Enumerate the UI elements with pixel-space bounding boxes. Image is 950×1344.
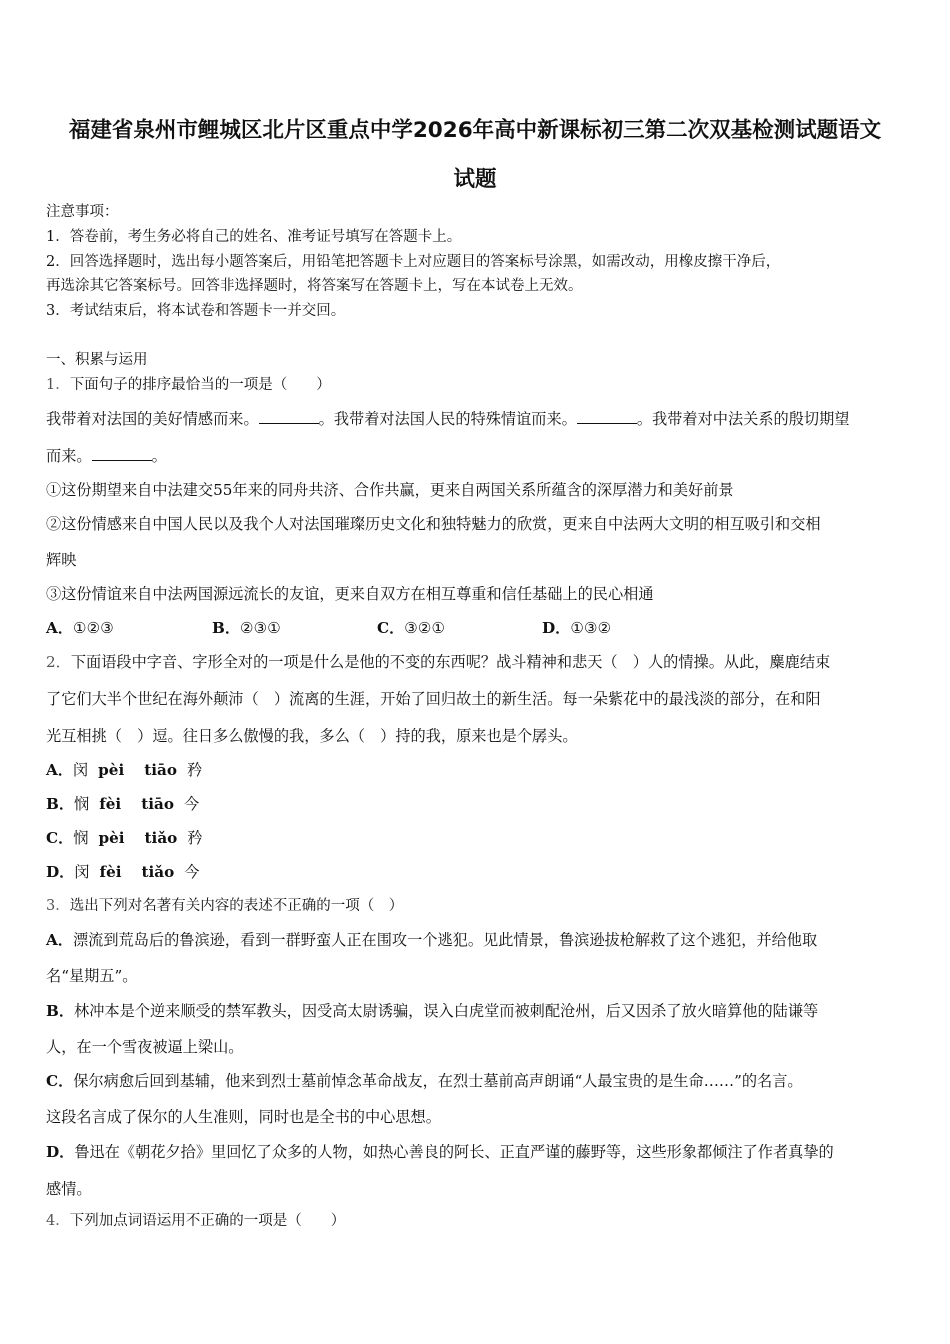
option-pinyin-2: tiāo (144, 761, 177, 779)
question-number: 2． (46, 653, 71, 671)
q1-option-b[interactable] (212, 618, 281, 638)
question-text: 下列加点词语运用不正确的一项是（ ） (69, 1213, 346, 1229)
question-text: 下面句子的排序最恰当的一项是（ ） (69, 377, 331, 393)
passage-text: 。 (151, 447, 167, 465)
option-label: D． (46, 1143, 75, 1161)
q3-option-a[interactable] (46, 930, 908, 950)
question-1-passage-line2 (46, 446, 908, 466)
question-1-stem (46, 375, 908, 395)
q3-option-c-cont: 这段名言成了保尔的人生准则，同时也是全书的中心思想。 (46, 1108, 441, 1126)
passage-text: 。我带着对中法关系的殷切期望 (636, 410, 850, 428)
passage-text: 而来。 (46, 447, 92, 465)
option-word-2: 矜 (187, 829, 203, 847)
question-3-stem (46, 896, 908, 916)
document-title-line2: 试题 (453, 167, 497, 192)
option-word-2: 今 (183, 795, 200, 813)
option-text: ①③② (570, 619, 612, 637)
option-text: 漂流到荒岛后的鲁滨逊，看到一群野蛮人正在围攻一个逃犯。见此情景，鲁滨逊拔枪解救了这个逃犯，并给他取 (72, 931, 818, 949)
option-label: C． (46, 1072, 74, 1090)
notice-item-2-cont: 再选涂其它答案标号。回答非选择题时，将答案写在答题卡上，写在本试卷上无效。 (46, 278, 583, 294)
option-label: D． (542, 619, 571, 637)
option-text: 鲁迅在《朝花夕拾》里回忆了众多的人物，如热心善良的阿长、正直严谨的藤野等，这些形象都倾注了作者真挚的 (74, 1143, 834, 1161)
document-title-line1: 福建省泉州市鲤城区北片区重点中学2026年高中新课标初三第二次双基检测试题语文 (68, 118, 882, 143)
section-heading: 一、积累与运用 (46, 352, 148, 368)
option-word-2: 矜 (187, 761, 203, 779)
option-pinyin-1: pèi (98, 761, 125, 779)
passage-text: 我带着对法国的美好情感而来。 (46, 410, 259, 428)
q3-option-d[interactable] (46, 1142, 908, 1162)
passage-text: 。我带着对法国人民的特殊情谊而来。 (318, 410, 577, 428)
q2-option-c[interactable] (46, 828, 202, 848)
notice-item-1: 1．答卷前，考生务必将自己的姓名、准考证号填写在答题卡上。 (46, 229, 462, 245)
option-word-1: 悯 (73, 829, 89, 847)
q3-option-b[interactable] (46, 1001, 908, 1021)
question-number: 4． (46, 1213, 70, 1229)
sentence-2: ②这份情感来自中国人民以及我个人对法国璀璨历史文化和独特魅力的欣赏，更来自中法两大文明的相互吸引和交相 (46, 515, 821, 533)
option-label: B． (46, 795, 75, 813)
option-label: A． (46, 619, 73, 637)
option-label: C． (46, 829, 74, 847)
q1-option-c[interactable] (377, 618, 445, 638)
q3-option-c[interactable] (46, 1071, 908, 1091)
question-1-passage-line1 (46, 409, 908, 429)
option-text: 保尔病愈后回到基辅，他来到烈士墓前悼念革命战友，在烈士墓前高声朗诵“人最宝贵的是生命……”的名言。 (73, 1072, 803, 1090)
sentence-1: ①这份期望来自中法建交55年来的同舟共济、合作共赢，更来自两国关系所蕴含的深厚潜力和美好前景 (46, 481, 734, 499)
answer-blank-1 (259, 411, 319, 424)
option-word-1: 悯 (74, 795, 90, 813)
option-label: B． (212, 619, 241, 637)
option-label: C． (377, 619, 405, 637)
q3-option-a-cont: 名“星期五”。 (46, 967, 138, 985)
option-label: D． (46, 863, 75, 881)
question-2-line1 (46, 652, 908, 672)
option-pinyin-1: fèi (99, 795, 122, 813)
q2-option-b[interactable] (46, 794, 199, 814)
option-label: A． (46, 931, 73, 949)
notice-item-3: 3．考试结束后，将本试卷和答题卡一并交回。 (46, 303, 346, 319)
option-word-2: 今 (184, 863, 200, 881)
q1-option-d[interactable] (542, 618, 611, 638)
question-2-line3: 光互相挑（ ）逗。往日多么傲慢的我，多么（ ）持的我，原来也是个孱头。 (46, 727, 578, 745)
notice-item-2: 2．回答选择题时，选出每小题答案后，用铅笔把答题卡上对应题目的答案标号涂黑，如需改动，用橡皮擦干净后， (46, 254, 781, 270)
option-label: B． (46, 1002, 75, 1020)
sentence-2-cont: 辉映 (46, 551, 77, 569)
q3-option-b-cont: 人，在一个雪夜被逼上梁山。 (46, 1038, 244, 1056)
answer-blank-3 (92, 448, 152, 461)
question-text: 选出下列对名著有关内容的表述不正确的一项（ ） (69, 898, 404, 914)
notice-heading: 注意事项： (46, 204, 119, 220)
question-number: 3． (46, 898, 70, 914)
q1-option-a[interactable] (46, 618, 114, 638)
option-pinyin-2: tiāo (141, 795, 174, 813)
q2-option-d[interactable] (46, 862, 199, 882)
option-pinyin-1: pèi (98, 829, 125, 847)
option-text: 林冲本是个逆来顺受的禁军教头，因受高太尉诱骗，误入白虎堂而被刺配沧州，后又因杀了放火暗算他的陆谦等 (74, 1002, 819, 1020)
option-pinyin-2: tiǎo (141, 863, 175, 881)
question-2-line2: 了它们大半个世纪在海外颠沛（ ）流离的生涯，开始了回归故土的新生活。每一朵紫花中的最浅淡的部分，在和阳 (46, 690, 821, 708)
option-text: ①②③ (72, 619, 114, 637)
option-word-1: 闵 (72, 761, 89, 779)
q3-option-d-cont: 感情。 (46, 1180, 92, 1198)
answer-blank-2 (577, 411, 637, 424)
option-text: ③②① (404, 619, 446, 637)
option-word-1: 闵 (74, 863, 90, 881)
option-text: ②③① (240, 619, 281, 637)
option-label: A． (46, 761, 73, 779)
question-text: 下面语段中字音、字形全对的一项是什么是他的不变的东西呢？战斗精神和悲天（ ）人的情操。从此，麋鹿结束 (70, 653, 831, 671)
sentence-3: ③这份情谊来自中法两国源远流长的友谊，更来自双方在相互尊重和信任基础上的民心相通 (46, 585, 654, 603)
option-pinyin-2: tiǎo (144, 829, 178, 847)
question-4-stem (46, 1211, 908, 1231)
question-number: 1． (46, 377, 70, 393)
q2-option-a[interactable] (46, 760, 202, 780)
option-pinyin-1: fèi (99, 863, 122, 881)
